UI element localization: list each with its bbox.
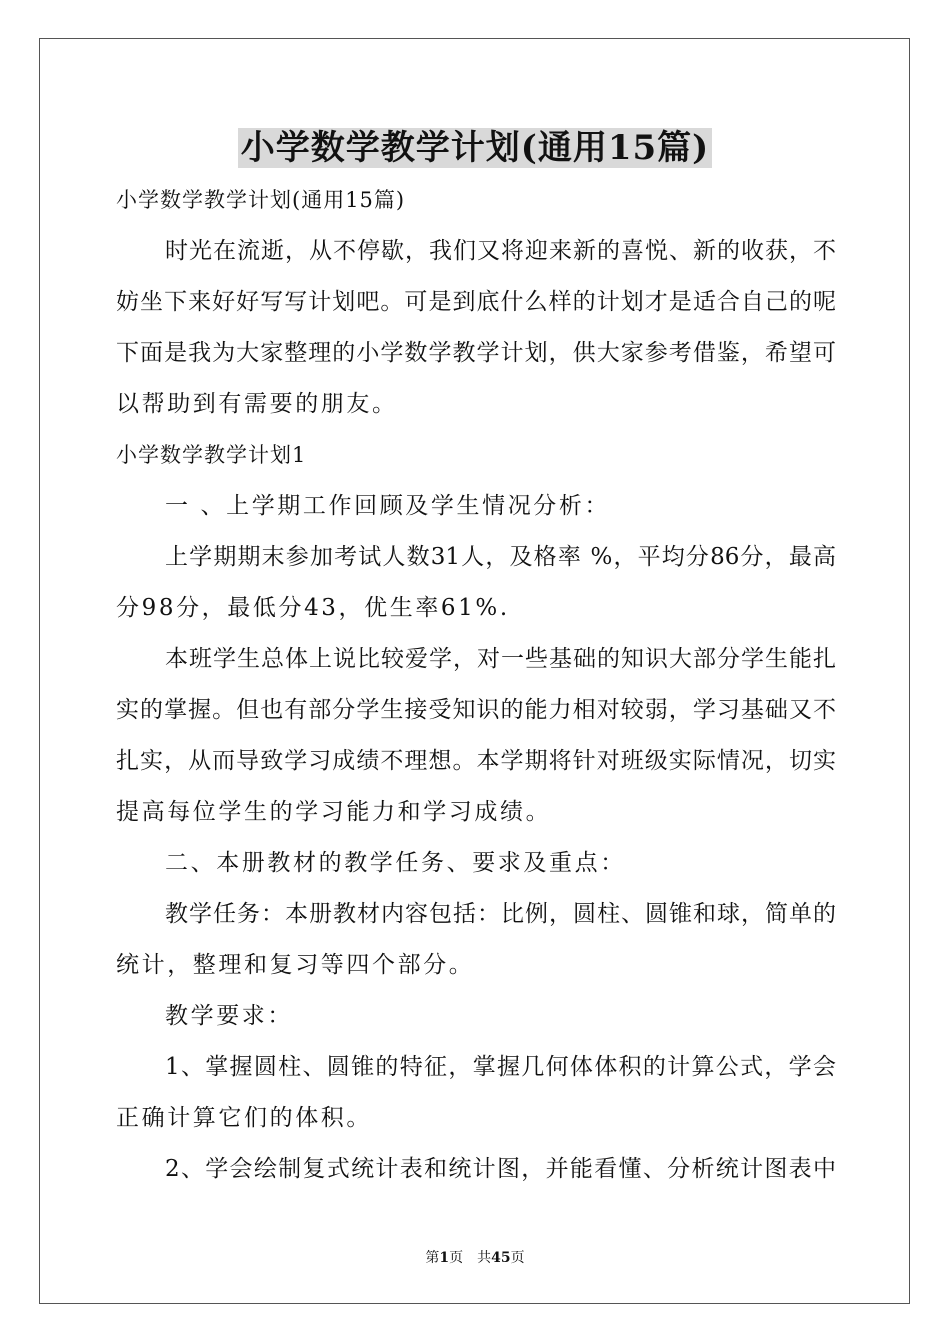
paragraph-line: 扎实，从而导致学习成绩不理想。本学期将针对班级实际情况，切实 <box>116 748 836 774</box>
paragraph-line: 以帮助到有需要的朋友。 <box>116 391 398 417</box>
document-title <box>0 126 950 170</box>
subtitle-line: 小学数学教学计划(通用15篇) <box>116 188 406 212</box>
paragraph-line: 2、学会绘制复式统计表和统计图，并能看懂、分析统计图表中 <box>165 1156 836 1182</box>
document-body <box>116 178 836 1198</box>
document-title-text: 小学数学教学计划(通用15篇) <box>238 128 713 168</box>
paragraph-line: 本班学生总体上说比较爱学，对一些基础的知识大部分学生能扎 <box>165 646 836 672</box>
paragraph-line: 时光在流逝，从不停歇，我们又将迎来新的喜悦、新的收获，不 <box>165 238 836 264</box>
paragraph-line: 统计，整理和复习等四个部分。 <box>116 952 475 978</box>
paragraph-line: 实的掌握。但也有部分学生接受知识的能力相对较弱，学习基础又不 <box>116 697 836 723</box>
paragraph-line: 教学要求： <box>165 1003 293 1029</box>
paragraph-line: 1、掌握圆柱、圆锥的特征，掌握几何体体积的计算公式，学会 <box>165 1054 836 1080</box>
paragraph-line: 上学期期末参加考试人数31人，及格率 %，平均分86分，最高 <box>165 544 836 570</box>
paragraph-line: 下面是我为大家整理的小学数学教学计划，供大家参考借鉴，希望可 <box>116 340 836 366</box>
paragraph-line: 教学任务：本册教材内容包括：比例，圆柱、圆锥和球，简单的 <box>165 901 836 927</box>
footer-prefix: 第 <box>425 1250 440 1266</box>
section-heading: 小学数学教学计划1 <box>116 443 307 467</box>
footer-middle: 页 共 <box>449 1250 492 1266</box>
paragraph-line: 分98分，最低分43，优生率61%. <box>116 595 510 621</box>
paragraph-line: 二、本册教材的教学任务、要求及重点： <box>165 850 626 876</box>
total-pages-number: 45 <box>491 1250 511 1266</box>
paragraph-line: 一 、上学期工作回顾及学生情况分析： <box>165 493 611 519</box>
paragraph-line: 妨坐下来好好写写计划吧。可是到底什么样的计划才是适合自己的呢 <box>116 289 836 315</box>
page-footer <box>0 1248 950 1268</box>
footer-suffix: 页 <box>510 1250 525 1266</box>
current-page-number: 1 <box>439 1250 450 1266</box>
paragraph-line: 正确计算它们的体积。 <box>116 1105 372 1131</box>
paragraph-line: 提高每位学生的学习能力和学习成绩。 <box>116 799 552 825</box>
